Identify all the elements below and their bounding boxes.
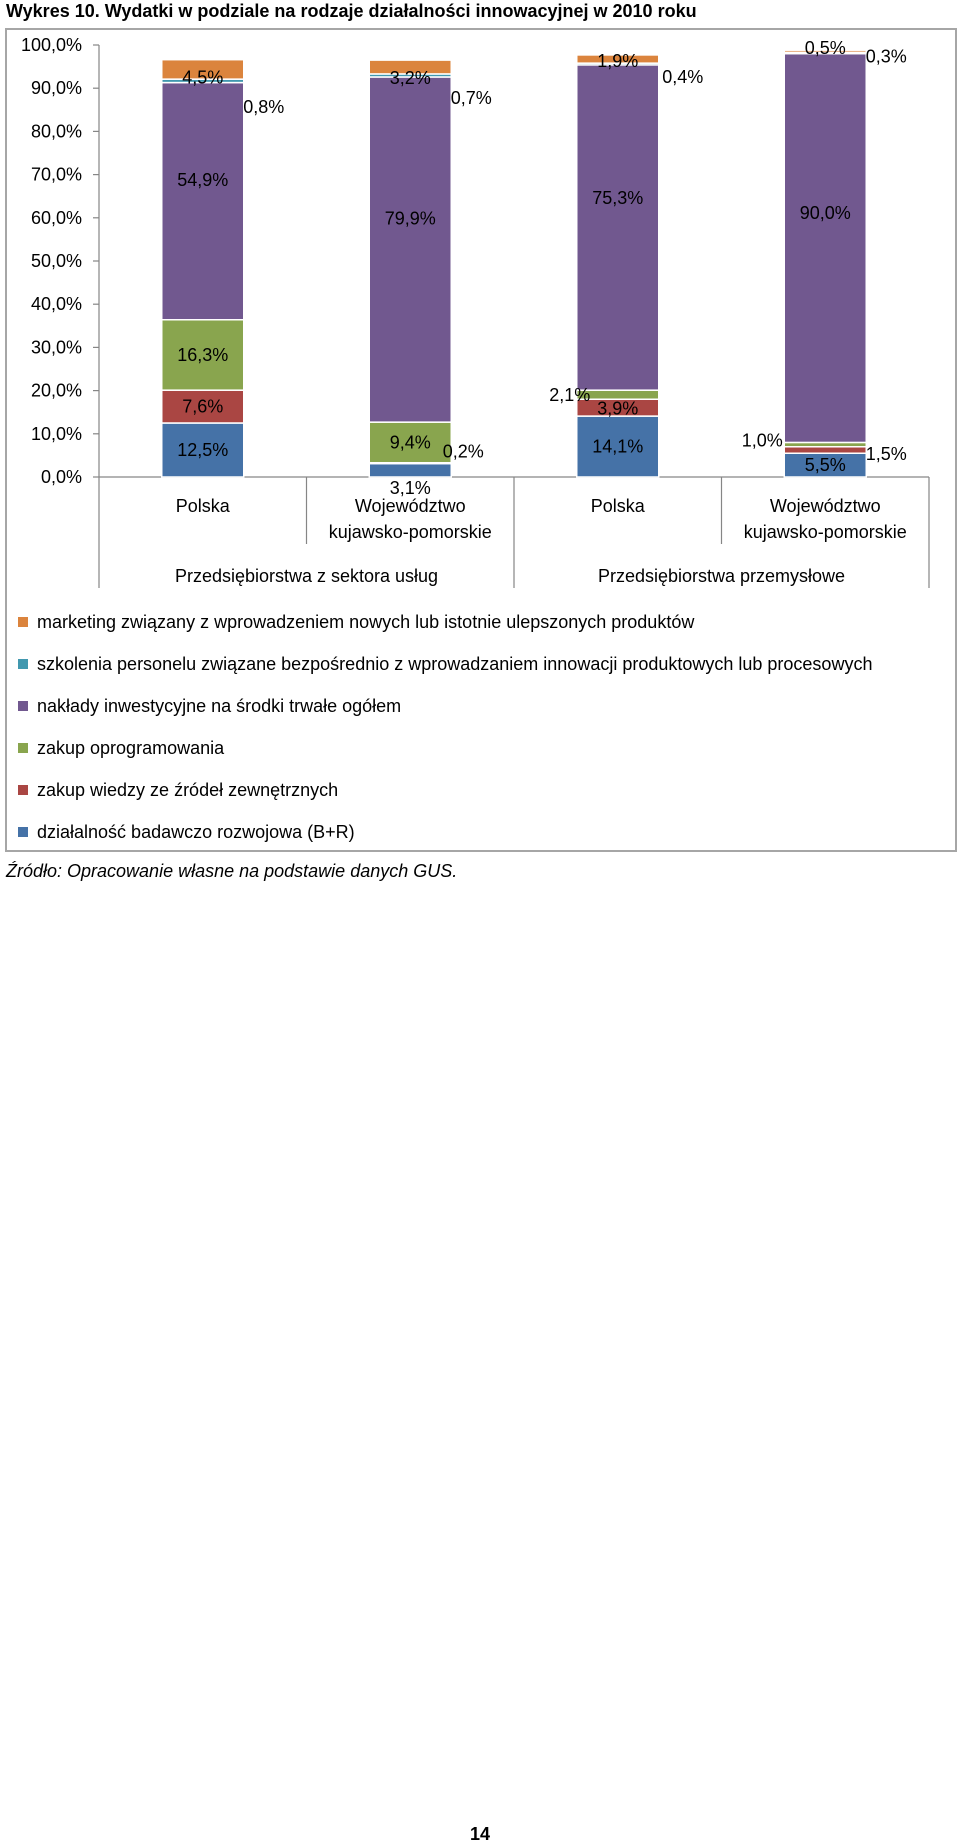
data-label: 0,7%: [450, 87, 492, 108]
x-group-label: Przedsiębiorstwa przemysłowe: [597, 566, 846, 586]
legend-label: zakup oprogramowania: [37, 737, 225, 758]
y-tick-label: 20,0%: [30, 380, 82, 401]
bar-segment: [784, 54, 866, 443]
data-label: 3,9%: [597, 398, 639, 419]
y-tick-label: 0,0%: [40, 467, 82, 487]
data-label: 16,3%: [177, 344, 229, 365]
y-tick-label: 70,0%: [30, 164, 82, 185]
y-tick-label: 40,0%: [30, 294, 82, 315]
legend-item: [18, 778, 338, 802]
data-label: 14,1%: [592, 436, 644, 457]
data-label: 5,5%: [804, 455, 846, 476]
legend-swatch: [18, 617, 28, 627]
y-tick-label: 80,0%: [30, 121, 82, 142]
y-tick-label: 60,0%: [30, 207, 82, 228]
legend-label: działalność badawczo rozwojowa (B+R): [37, 821, 355, 842]
legend-item: [18, 736, 224, 760]
data-label: 1,5%: [865, 444, 907, 464]
legend-label: nakłady inwestycyjne na środki trwałe ogółem: [37, 695, 402, 716]
page-number: 14: [469, 1824, 491, 1844]
bar-segment: [577, 65, 659, 390]
x-category-label: kujawsko-pomorskie: [328, 522, 492, 542]
data-label: 75,3%: [592, 188, 644, 209]
legend-item: [18, 694, 401, 718]
legend-item: [18, 820, 355, 844]
data-label: 9,4%: [389, 432, 431, 453]
legend-item: [18, 652, 872, 676]
y-tick-label: 30,0%: [30, 337, 82, 358]
legend-label: szkolenia personelu związane bezpośrednio z wprowadzaniem innowacji produktowych lub procesowych: [37, 653, 873, 674]
x-category-label: kujawsko-pomorskie: [743, 522, 907, 542]
data-label: 79,9%: [384, 208, 436, 229]
data-label: 0,3%: [865, 46, 907, 67]
legend-swatch: [18, 827, 28, 837]
legend-item: [18, 610, 694, 634]
bar-segment: [784, 447, 866, 453]
data-label: 0,5%: [804, 38, 846, 59]
data-label: 0,4%: [662, 67, 704, 88]
bar-segment: [162, 83, 244, 320]
legend-swatch: [18, 659, 28, 669]
x-category-label: Polska: [175, 496, 230, 516]
data-label: 54,9%: [177, 169, 229, 190]
y-tick-label: 50,0%: [30, 251, 82, 271]
source-note: Źródło: Opracowanie własne na podstawie danych GUS.: [6, 861, 458, 881]
bar-segment: [369, 77, 451, 422]
x-category-label: Polska: [590, 496, 645, 516]
data-label: 2,1%: [549, 385, 591, 406]
data-label: 1,9%: [597, 50, 639, 71]
legend-swatch: [18, 743, 28, 753]
x-category-label: Województwo: [769, 496, 881, 516]
data-label: 0,2%: [442, 441, 484, 462]
legend-label: zakup wiedzy ze źródeł zewnętrznych: [37, 779, 339, 800]
y-tick-label: 100,0%: [20, 35, 82, 55]
stacked-bar-chart: [0, 0, 960, 600]
data-label: 0,8%: [243, 97, 285, 118]
y-tick-label: 90,0%: [30, 78, 82, 99]
legend-label: marketing związany z wprowadzeniem nowych lub istotnie ulepszonych produktów: [37, 611, 695, 632]
data-label: 90,0%: [799, 203, 851, 224]
x-group-label: Przedsiębiorstwa z sektora usług: [174, 566, 439, 586]
data-label: 4,5%: [182, 67, 224, 88]
data-label: 3,1%: [389, 478, 431, 498]
y-tick-label: 10,0%: [30, 423, 82, 444]
legend-swatch: [18, 785, 28, 795]
data-label: 12,5%: [177, 440, 229, 460]
bar-segment: [369, 464, 451, 477]
chart-title: Wykres 10. Wydatki w podziale na rodzaje działalności innowacyjnej w 2010 roku: [6, 1, 697, 21]
data-label: 3,2%: [389, 68, 431, 89]
legend-swatch: [18, 701, 28, 711]
data-label: 7,6%: [182, 396, 224, 417]
data-label: 1,0%: [741, 430, 783, 451]
x-category-label: Województwo: [354, 496, 466, 516]
